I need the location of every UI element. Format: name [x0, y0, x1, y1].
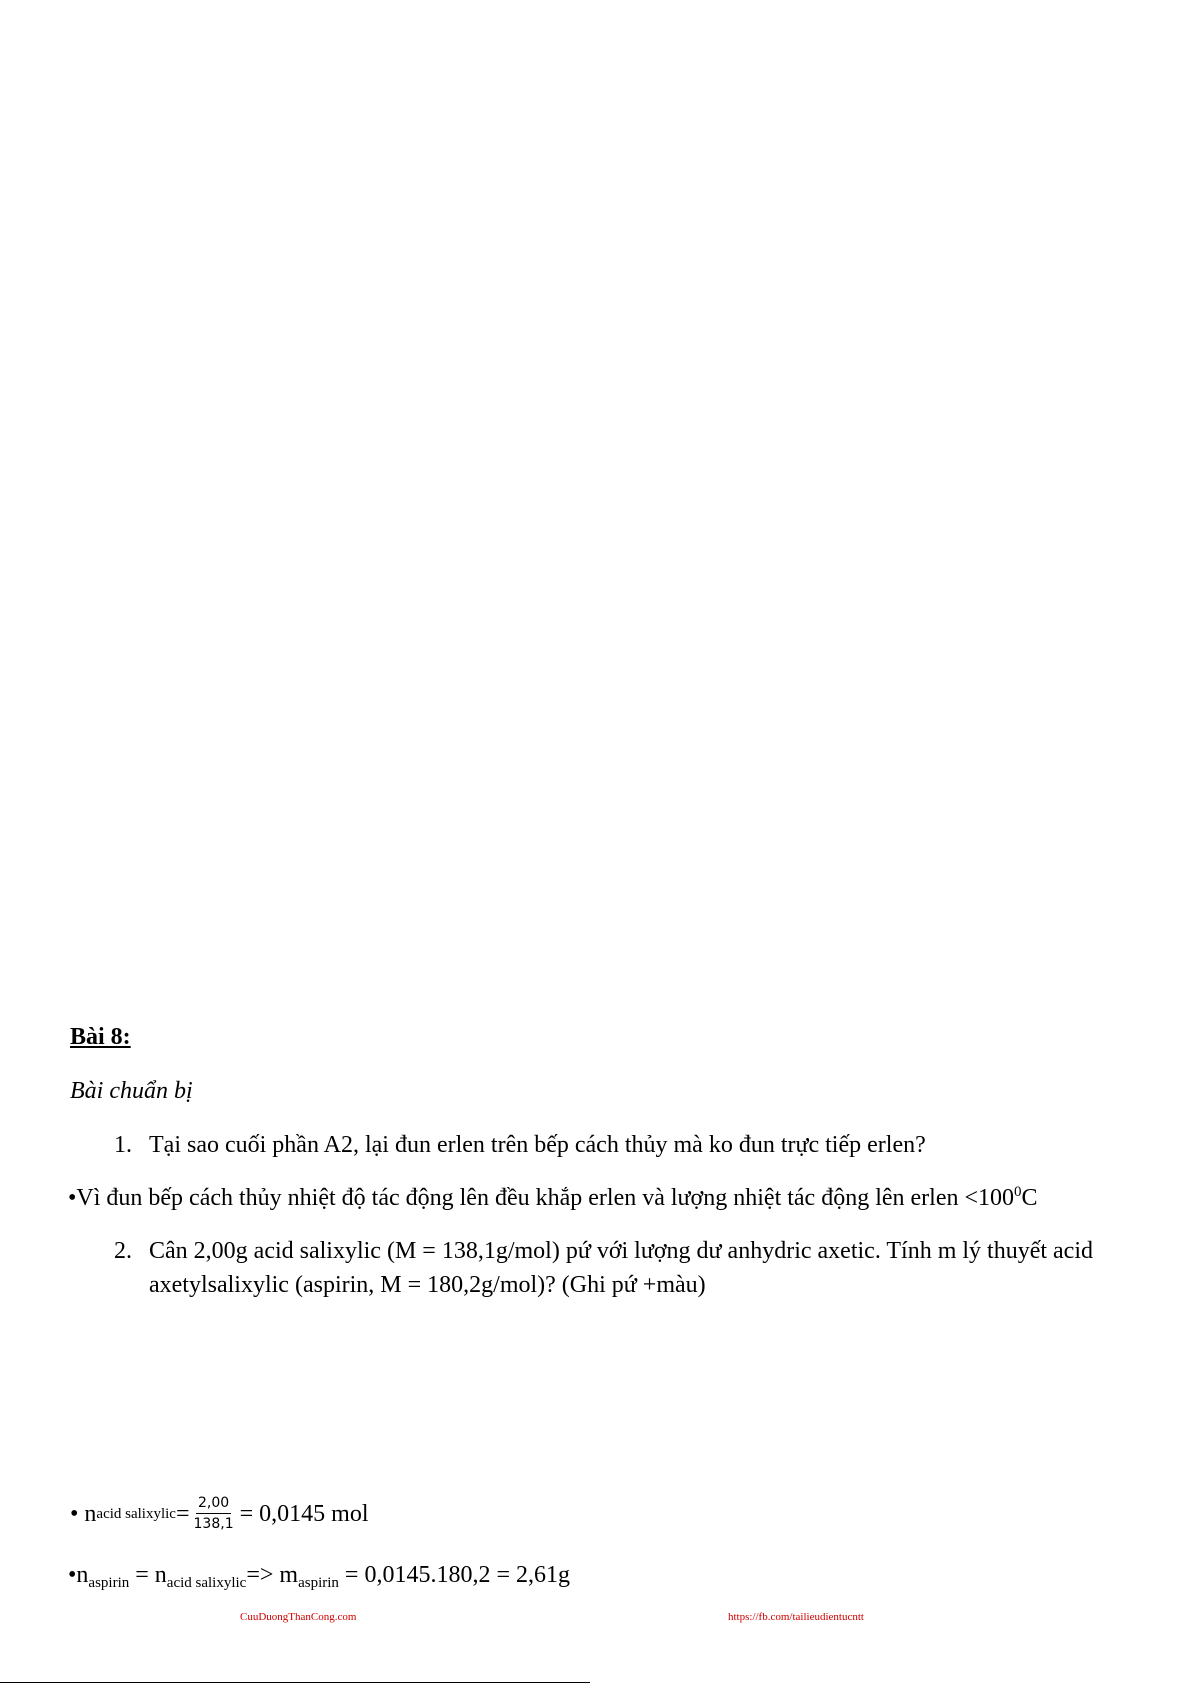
section-subtitle: Bài chuẩn bị [70, 1078, 193, 1104]
calculation-moles-salicylic: • n acid salixylic = $\frac{2,00}{138,1}$ = 0,0145 mol [70, 1495, 369, 1533]
calc2-sub-2: acid salixylic [166, 1575, 247, 1591]
footer-watermark-right[interactable]: https://fb.com/tailieudientucntt [728, 1611, 864, 1623]
answer-1 [68, 1185, 1038, 1212]
calc2-part-4: = 0,0145.180,2 = 2,61g [338, 1562, 570, 1588]
answer-1-superscript: 0 [1014, 1184, 1022, 1200]
fraction-denominator: 138,1 [193, 1516, 234, 1533]
fraction-numerator: 2,00 [196, 1496, 231, 1514]
calc2-sub-3: aspirin [298, 1575, 339, 1591]
question-2-line-1: Cân 2,00g acid salixylic (M = 138,1g/mol) pứ với lượng dư anhydric axetic. Tính m lý thuyết acid [149, 1238, 1094, 1264]
calc1-label: • n [70, 1500, 97, 1527]
section-title: Bài 8: [70, 1024, 131, 1050]
calc2-part-1: •n [68, 1562, 89, 1588]
answer-1-text: •Vì đun bếp cách thủy nhiệt độ tác động lên đều khắp erlen và lượng nhiệt tác động lên erlen <100 [68, 1185, 1015, 1211]
question-2-number: 2. [114, 1238, 132, 1264]
calc1-equals: = [175, 1500, 190, 1527]
calc2-part-3: => m [246, 1562, 299, 1588]
fraction [194, 1496, 234, 1533]
calc2-sub-1: aspirin [88, 1575, 130, 1591]
calc2-part-2: = n [129, 1562, 167, 1588]
footer-watermark-left[interactable]: CuuDuongThanCong.com [240, 1611, 357, 1623]
calculation-aspirin-mass [68, 1562, 570, 1589]
question-1-number: 1. [114, 1132, 132, 1158]
answer-1-unit: C [1021, 1185, 1038, 1211]
calc1-result: = 0,0145 mol [239, 1500, 369, 1527]
footer-divider [0, 1682, 590, 1683]
question-2-line-2: axetylsalixylic (aspirin, M = 180,2g/mol)? (Ghi pứ +màu) [149, 1272, 706, 1298]
question-1-text: Tại sao cuối phần A2, lại đun erlen trên bếp cách thủy mà ko đun trực tiếp erlen? [149, 1132, 926, 1158]
